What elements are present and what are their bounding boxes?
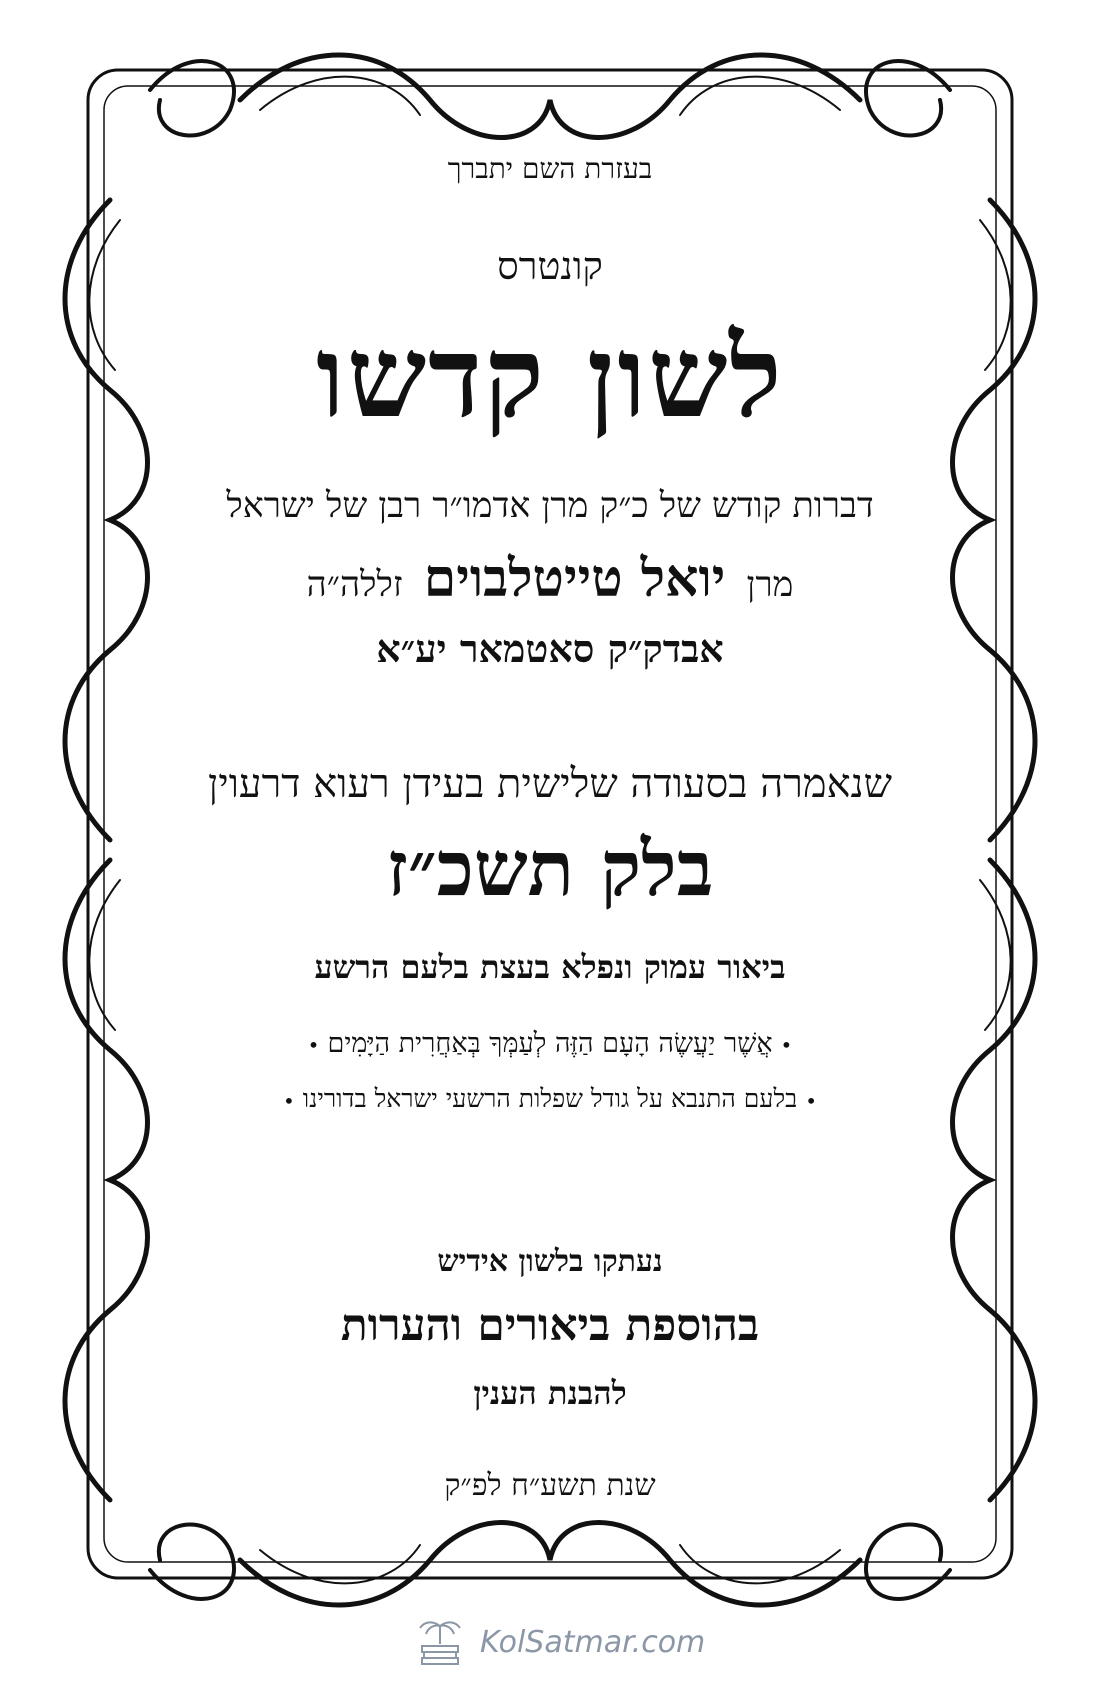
bullet-dot-icon: •: [283, 1088, 295, 1113]
bullet-dot-icon: •: [307, 1032, 320, 1057]
palm-tree-books-logo-icon: [412, 1614, 468, 1670]
main-title: לשון קדשו: [316, 312, 784, 443]
subtitle-suffix: זללה״ה: [306, 565, 403, 605]
occasion-line: שנאמרה בסעודה שלישית בעידן רעוא דרעוין: [208, 761, 892, 807]
additions-line: בהוספת ביאורים והערות: [340, 1300, 760, 1351]
explanation-line: ביאור עמוק ונפלא בעצת בלעם הרשע: [314, 948, 786, 986]
site-watermark: [412, 1612, 705, 1672]
blessing-line: בעזרת השם יתברך: [447, 152, 653, 185]
subtitle-line-1: דברות קודש של כ״ק מרן אדמו״ר רבן של ישראל: [226, 486, 874, 526]
parsha-title: בלק תשכ״ז: [386, 824, 714, 913]
bullet-text: בלעם התנבא על גודל שפלות הרשעי ישראל בדורינו: [302, 1084, 798, 1113]
year-line: שנת תשע״ח לפ״ק: [444, 1468, 656, 1503]
bullet-text: אֲשֶׁר יַעֲשֶׂה הָעָם הַזֶּה לְעַמְּךָ בְּאַחֲרִית הַיָּמִים: [327, 1028, 773, 1059]
subtitle-line-3: אבדק״ק סאטמאר יע״א: [376, 626, 724, 671]
understanding-line: להבנת הענין: [473, 1374, 627, 1412]
bullet-item: [170, 1084, 930, 1114]
rebbe-name: יואל טייטלבוים: [423, 548, 726, 609]
translated-line: נעתקו בלשון אידיש: [437, 1244, 663, 1279]
subtitle-prefix: מרן: [746, 565, 794, 605]
bullet-dot-icon: •: [805, 1088, 817, 1113]
kuntres-label: קונטרס: [497, 244, 603, 288]
bullet-dot-icon: •: [780, 1032, 793, 1057]
subtitle-line-2: [170, 548, 930, 609]
title-page-content: [170, 0, 930, 1600]
watermark-text: KolSatmar.com: [480, 1624, 706, 1660]
bullet-item: [170, 1028, 930, 1059]
